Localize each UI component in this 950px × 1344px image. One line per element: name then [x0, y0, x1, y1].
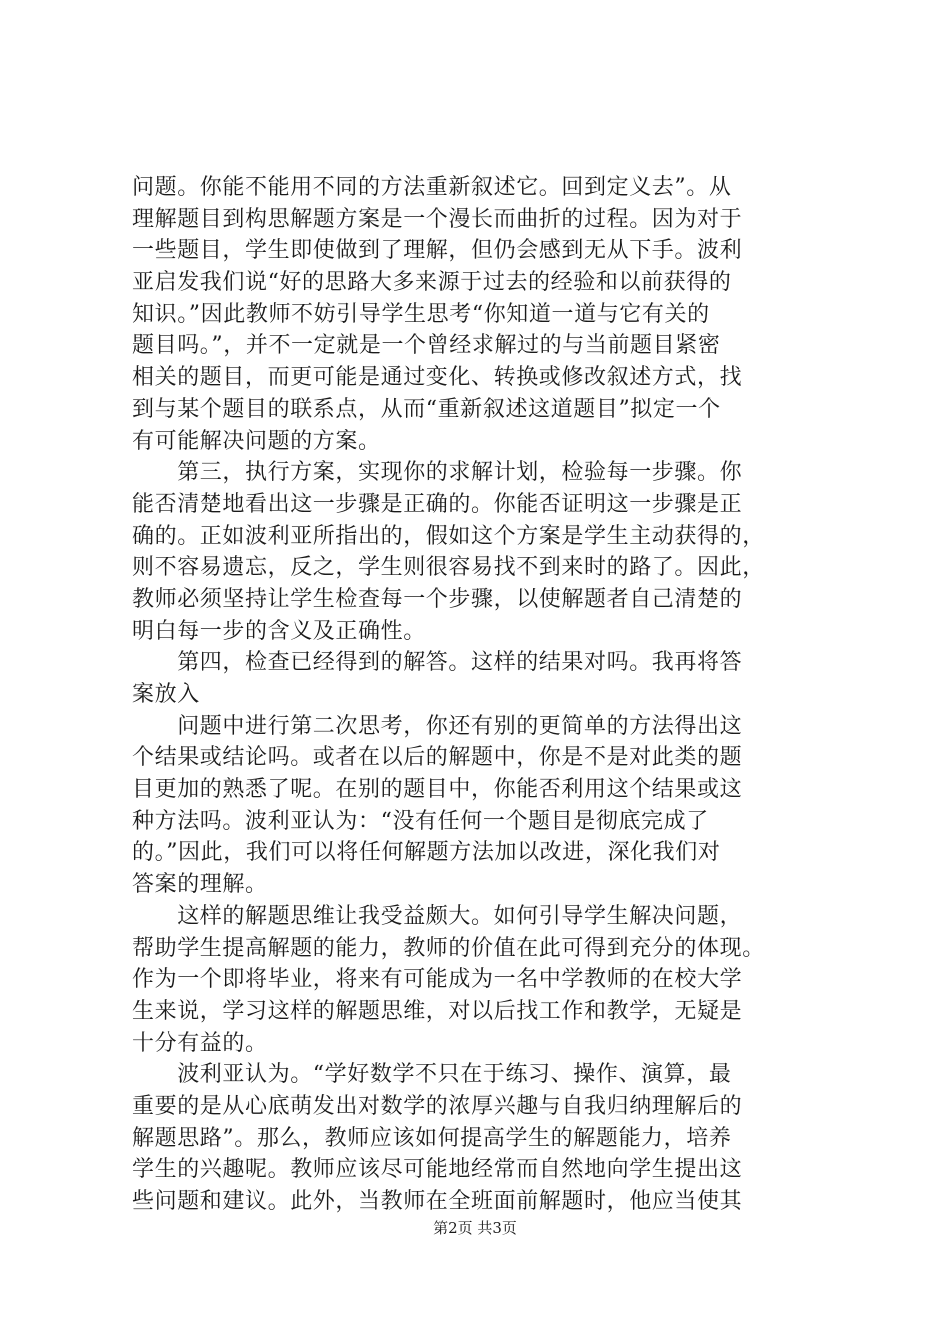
- text-line: 生来说，学习这样的解题思维，对以后找工作和教学，无疑是: [132, 998, 743, 1024]
- text-line: 相关的题目，而更可能是通过变化、转换或修改叙述方式，找: [132, 365, 743, 391]
- text-line: 波利亚认为。“学好数学不只在于练习、操作、演算，最: [132, 1062, 732, 1088]
- text-line: 帮助学生提高解题的能力，教师的价值在此可得到充分的体现。: [132, 935, 765, 961]
- text-line: 确的。正如波利亚所指出的，假如这个方案是学生主动获得的，: [132, 523, 765, 549]
- document-body: [132, 172, 832, 1218]
- text-line: 题目吗。”，并不一定就是一个曾经求解过的与当前题目紧密: [132, 333, 721, 359]
- text-line: 能否清楚地看出这一步骤是正确的。你能否证明这一步骤是正: [132, 491, 743, 517]
- text-line: 问题中进行第二次思考，你还有别的更简单的方法得出这: [132, 713, 743, 739]
- text-line: 些问题和建议。此外，当教师在全班面前解题时，他应当使其: [132, 1189, 743, 1214]
- text-line: 解题思路”。那么，教师应该如何提高学生的解题能力，培养: [132, 1125, 732, 1151]
- text-line: 第三，执行方案，实现你的求解计划，检验每一步骤。你: [132, 460, 743, 486]
- text-line: 种方法吗。波利亚认为：“没有任何一个题目是彻底完成了: [132, 808, 709, 834]
- text-line: 知识。”因此教师不妨引导学生思考“你知道一道与它有关的: [132, 301, 710, 327]
- text-line: 重要的是从心底萌发出对数学的浓厚兴趣与自我归纳理解后的: [132, 1093, 743, 1119]
- text-line: 明白每一步的含义及正确性。: [132, 618, 426, 644]
- text-line: 目更加的熟悉了呢。在别的题目中，你能否利用这个结果或这: [132, 777, 743, 803]
- text-line: 问题。你能不能用不同的方法重新叙述它。回到定义去”。从: [132, 175, 732, 200]
- text-line: 则不容易遗忘，反之，学生则很容易找不到来时的路了。因此，: [132, 555, 765, 581]
- page-footer: [0, 1218, 950, 1238]
- text-line: 的。”因此，我们可以将任何解题方法加以改进，深化我们对: [132, 840, 721, 866]
- text-line: 第四，检查已经得到的解答。这样的结果对吗。我再将答: [132, 650, 743, 676]
- text-line: 教师必须坚持让学生检查每一个步骤，以使解题者自己清楚的: [132, 586, 743, 612]
- text-line: 案放入: [132, 682, 200, 707]
- text-line: 学生的兴趣呢。教师应该尽可能地经常而自然地向学生提出这: [132, 1157, 743, 1183]
- text-line: 到与某个题目的联系点，从而“重新叙述这道题目”拟定一个: [132, 396, 721, 422]
- text-line: 作为一个即将毕业，将来有可能成为一名中学教师的在校大学: [132, 967, 743, 993]
- page-number-label: 第2页 共3页: [433, 1219, 517, 1237]
- text-line: 十分有益的。: [132, 1030, 268, 1056]
- text-line: 亚启发我们说“好的思路大多来源于过去的经验和以前获得的: [132, 270, 732, 296]
- text-line: 理解题目到构思解题方案是一个漫长而曲折的过程。因为对于: [132, 206, 743, 232]
- text-line: 一些题目，学生即使做到了理解，但仍会感到无从下手。波利: [132, 238, 743, 264]
- text-line: 答案的理解。: [132, 872, 268, 898]
- text-line: 这样的解题思维让我受益颇大。如何引导学生解决问题，: [132, 903, 743, 929]
- text-line: 个结果或结论吗。或者在以后的解题中，你是不是对此类的题: [132, 745, 743, 771]
- text-line: 有可能解决问题的方案。: [132, 428, 381, 454]
